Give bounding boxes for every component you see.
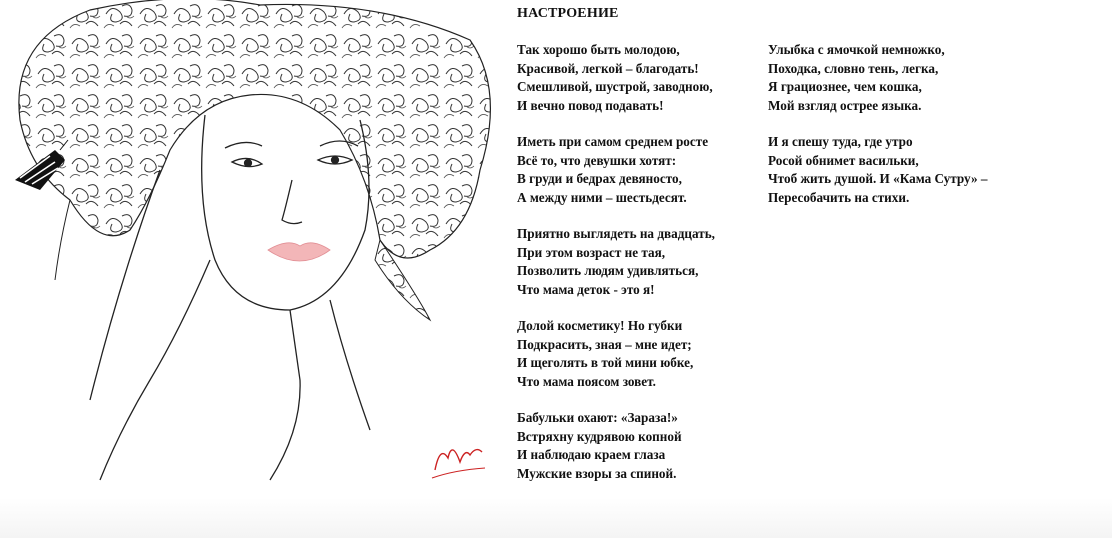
poem-line: Улыбка с ямочкой немножко,: [768, 42, 945, 57]
poem-line: А между ними – шестьдесят.: [517, 189, 687, 205]
poem-line: Пересобачить на стихи.: [768, 189, 910, 205]
poem-line: Росой обнимет васильки,: [768, 152, 919, 168]
poem-line: Мужские взоры за спиной.: [517, 465, 677, 481]
poem-line: И наблюдаю краем глаза: [517, 447, 666, 462]
poem-line: Иметь при самом среднем росте: [517, 134, 709, 149]
poem-line: И щеголять в той мини юбке,: [517, 355, 694, 370]
stanza: [517, 133, 767, 207]
poem-line: В груди и бедрах девяносто,: [517, 171, 682, 186]
stanza: [517, 41, 767, 115]
poem-line: Долой косметику! Но губки: [517, 318, 683, 333]
woman-portrait-illustration: [0, 0, 505, 538]
poem-line: Я грациознее, чем кошка,: [768, 79, 922, 94]
poem-line: Всё то, что девушки хотят:: [517, 152, 677, 168]
stanza: [517, 317, 767, 391]
poem-line: Что мама поясом зовет.: [517, 373, 656, 389]
poem-line: Так хорошо быть молодою,: [517, 42, 680, 57]
poem-column-left: [517, 41, 767, 501]
poem-title: НАСТРОЕНИЕ: [517, 6, 619, 21]
bottom-fade: [0, 498, 1112, 538]
poem-line: Позволить людям удивляться,: [517, 263, 699, 278]
poem-line: Походка, словно тень, легка,: [768, 60, 939, 76]
poem-line: И я спешу туда, где утро: [768, 134, 913, 149]
poem-line: Мой взгляд острее языка.: [768, 97, 922, 113]
poem-line: Встряхну кудрявою копной: [517, 428, 682, 444]
stanza: [768, 133, 1018, 207]
poem-column-right: [768, 41, 1018, 225]
poem-line: Чтоб жить душой. И «Кама Сутру» –: [768, 171, 988, 186]
poem-line: И вечно повод подавать!: [517, 97, 664, 113]
stanza: [517, 225, 767, 299]
poem-line: Бабульки охают: «Зараза!»: [517, 410, 678, 425]
lips: [268, 243, 330, 261]
poem-line: Подкрасить, зная – мне идет;: [517, 336, 692, 352]
poem-line: Приятно выглядеть на двадцать,: [517, 226, 715, 241]
poem-line: Красивой, легкой – благодать!: [517, 60, 699, 76]
poem-line: Что мама деток - это я!: [517, 281, 655, 297]
stanza: [768, 41, 1018, 115]
stanza: [517, 409, 767, 483]
poem-line: Смешливой, шустрой, заводною,: [517, 79, 713, 94]
poem-line: При этом возраст не тая,: [517, 244, 666, 260]
artist-signature: [432, 450, 485, 478]
